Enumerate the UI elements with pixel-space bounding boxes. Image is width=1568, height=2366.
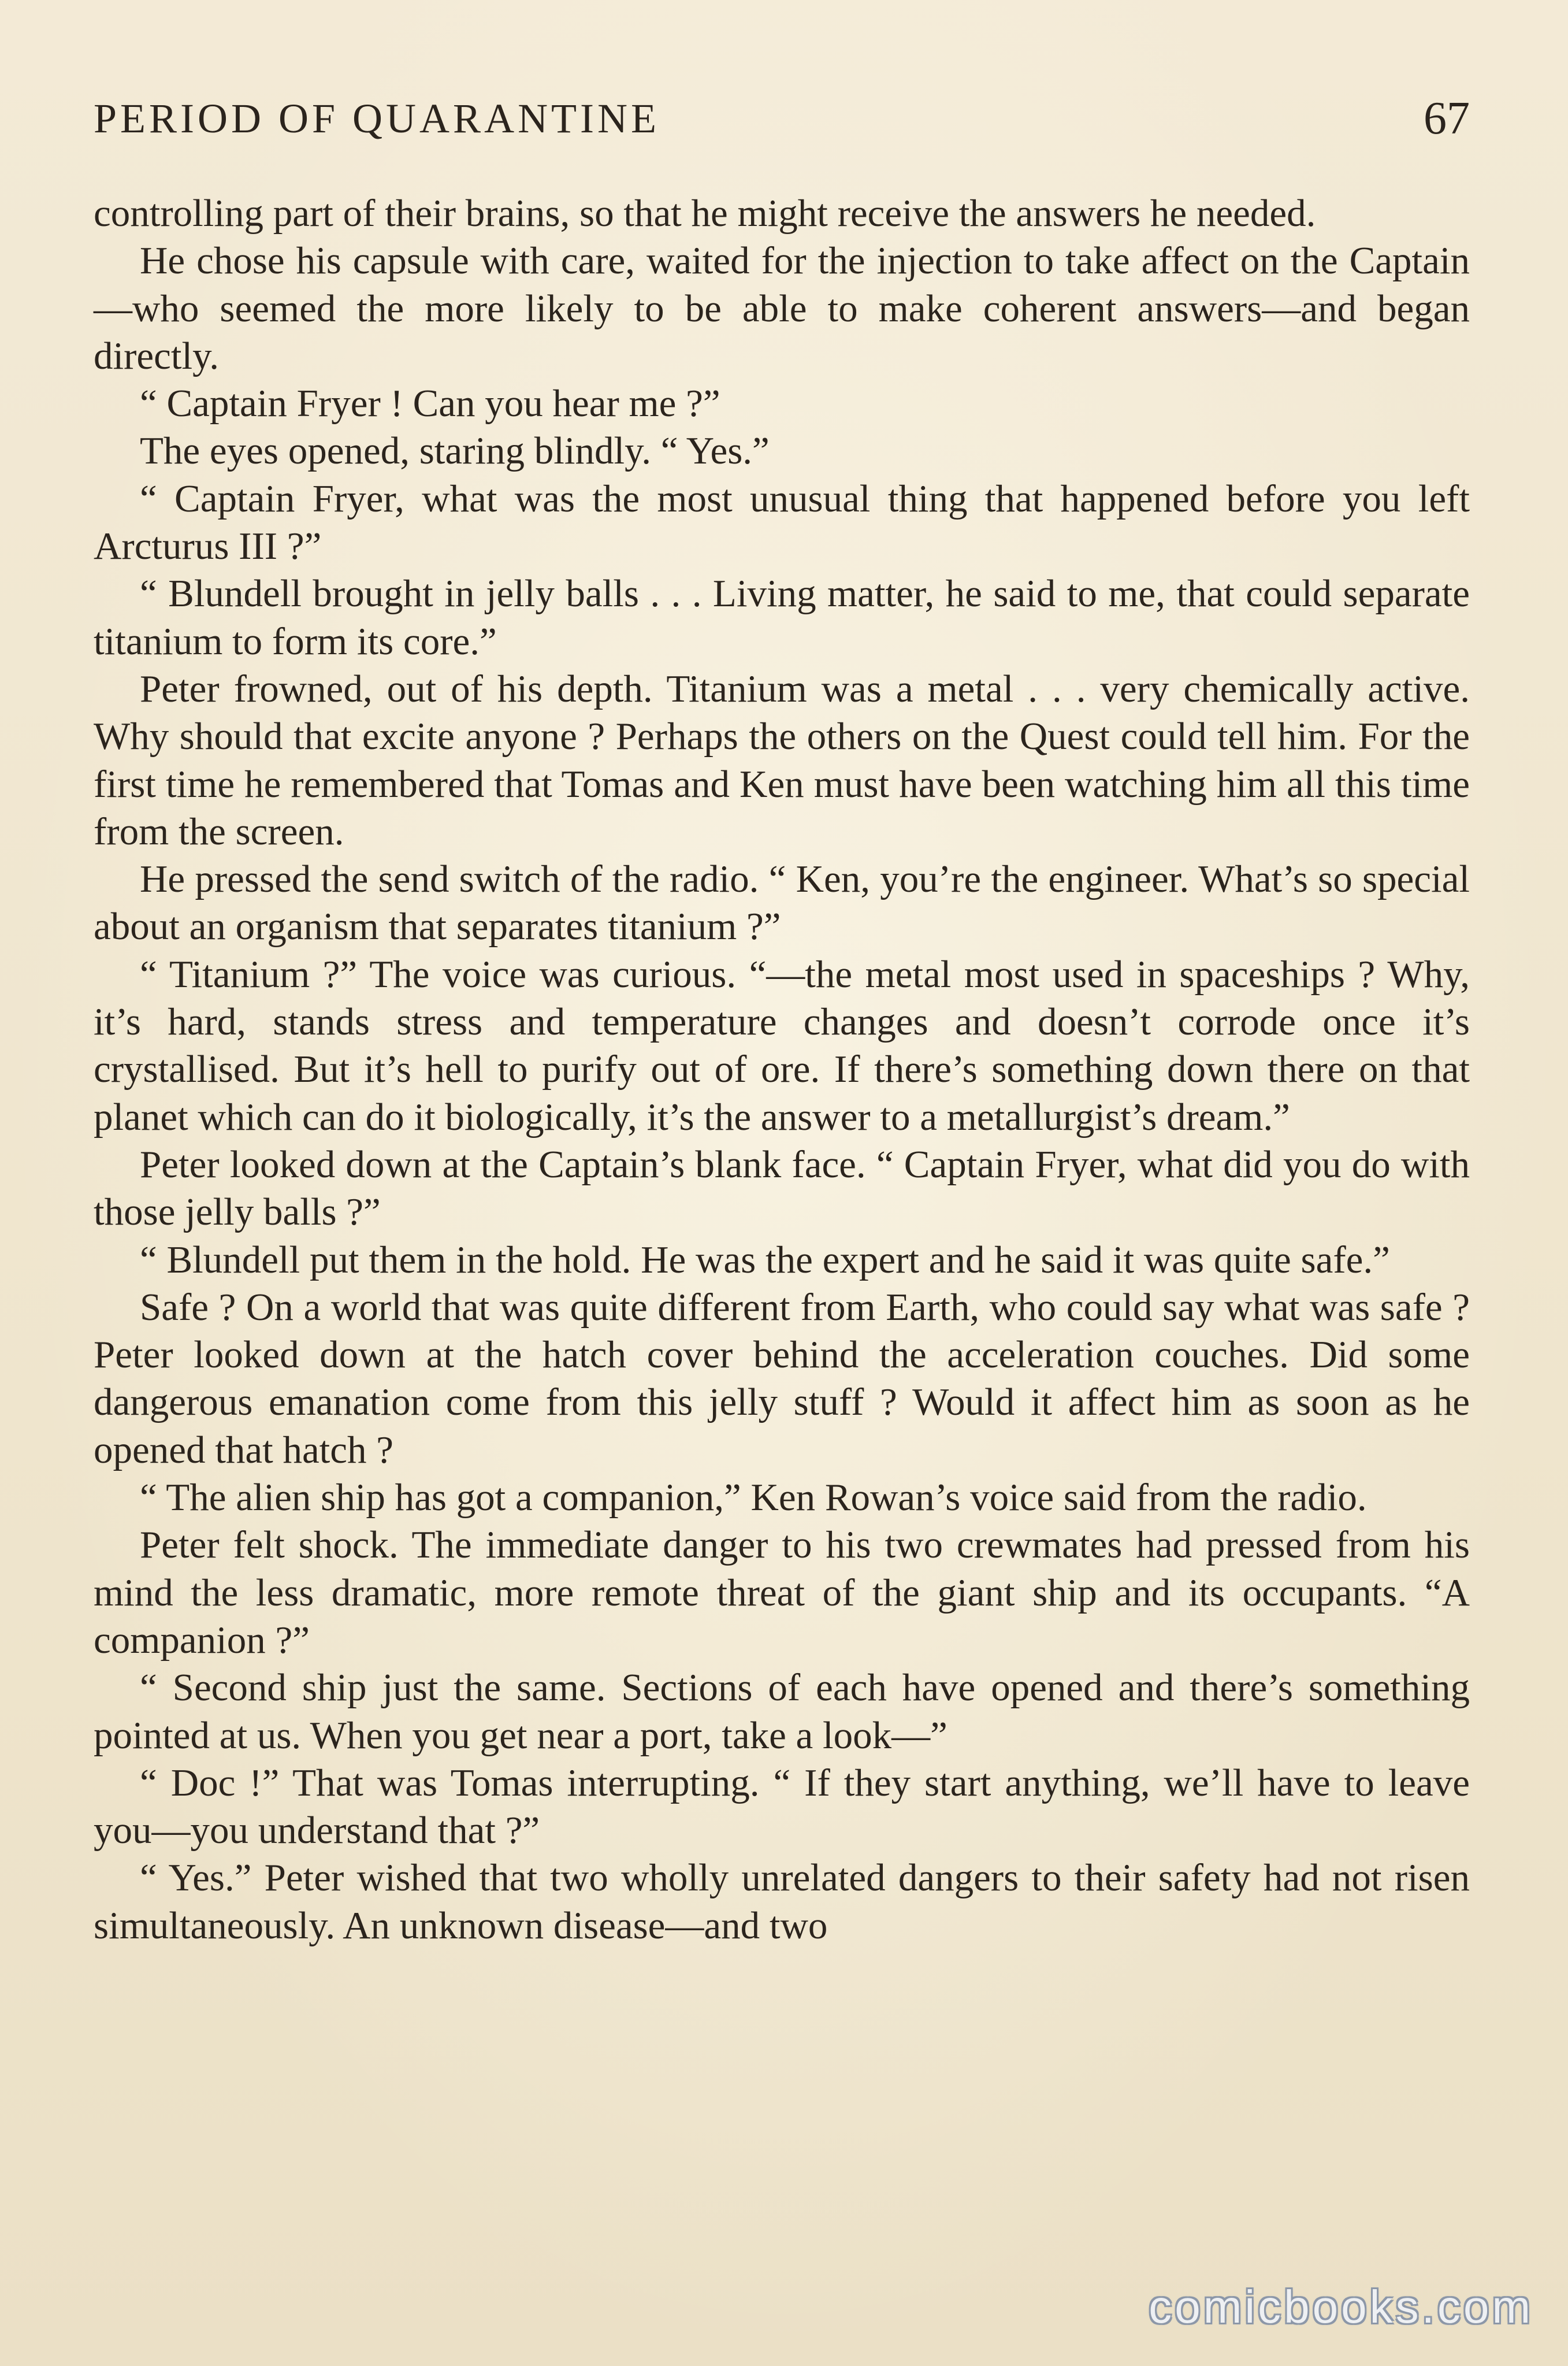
watermark: comicbooks.com xyxy=(1149,2281,1533,2332)
paragraph: Peter looked down at the Captain’s blank face. “ Captain Fryer, what did you do with those jelly balls ?” xyxy=(94,1143,1470,1234)
body-text xyxy=(94,190,1470,1949)
paragraph: The eyes opened, staring blindly. “ Yes.” xyxy=(140,429,770,473)
paragraph: “ Captain Fryer, what was the most unusual thing that happened before you left Arcturus III ?” xyxy=(94,477,1470,568)
page-header xyxy=(94,81,1470,144)
paragraph: Peter felt shock. The immediate danger to his two crewmates had pressed from his mind the less dramatic, more remote threat of the giant ship and its occupants. “A companion ?” xyxy=(94,1523,1470,1662)
paragraph: He pressed the send switch of the radio. “ Ken, you’re the engineer. What’s so special about an organism that separates titanium ?” xyxy=(94,858,1470,948)
paragraph: Peter frowned, out of his depth. Titanium was a metal . . . very chemically active. Why should that excite anyone ? Perhaps the others on the Quest could tell him. For the first time he remembered that Tomas and Ken must have been watching him all this time from the screen. xyxy=(94,667,1470,853)
running-title: PERIOD OF QUARANTINE xyxy=(94,95,660,142)
paragraph: “ Yes.” Peter wished that two wholly unrelated dangers to their safety had not risen simultaneously. An unknown disease—and two xyxy=(94,1856,1470,1947)
page-number: 67 xyxy=(1424,93,1470,144)
paragraph: He chose his capsule with care, waited for the injection to take affect on the Captain—who seemed the more likely to be able to make coherent answers—and began directly. xyxy=(94,239,1470,377)
paragraph: controlling part of their brains, so that he might receive the answers he needed. xyxy=(94,192,1316,235)
paragraph: “ Captain Fryer ! Can you hear me ?” xyxy=(140,382,720,425)
paragraph: “ Second ship just the same. Sections of each have opened and there’s something pointed at us. When you get near a port, take a look—” xyxy=(94,1666,1470,1757)
paragraph: “ Doc !” That was Tomas interrupting. “ If they start anything, we’ll have to leave you—you understand that ?” xyxy=(94,1761,1470,1852)
paragraph: Safe ? On a world that was quite different from Earth, who could say what was safe ? Peter looked down at the hatch cover behind the acceleration couches. Did some dangerous emanation come from this jelly stuff ? Would it affect him as soon as he opened that hatch ? xyxy=(94,1285,1470,1471)
paragraph: “ Blundell put them in the hold. He was the expert and he said it was quite safe.” xyxy=(140,1238,1390,1281)
paragraph: “ The alien ship has got a companion,” Ken Rowan’s voice said from the radio. xyxy=(140,1476,1367,1519)
paragraph: “ Blundell brought in jelly balls . . . Living matter, he said to me, that could separate titanium to form its core.” xyxy=(94,572,1470,663)
paragraph: “ Titanium ?” The voice was curious. “—the metal most used in spaceships ? Why, it’s hard, stands stress and temperature changes and doesn’t corrode once it’s crystallised. But it’s hell to purify out of ore. If there’s something down there on that planet which can do it biologically, it’s the answer to a metallurgist’s dream.” xyxy=(94,952,1470,1139)
